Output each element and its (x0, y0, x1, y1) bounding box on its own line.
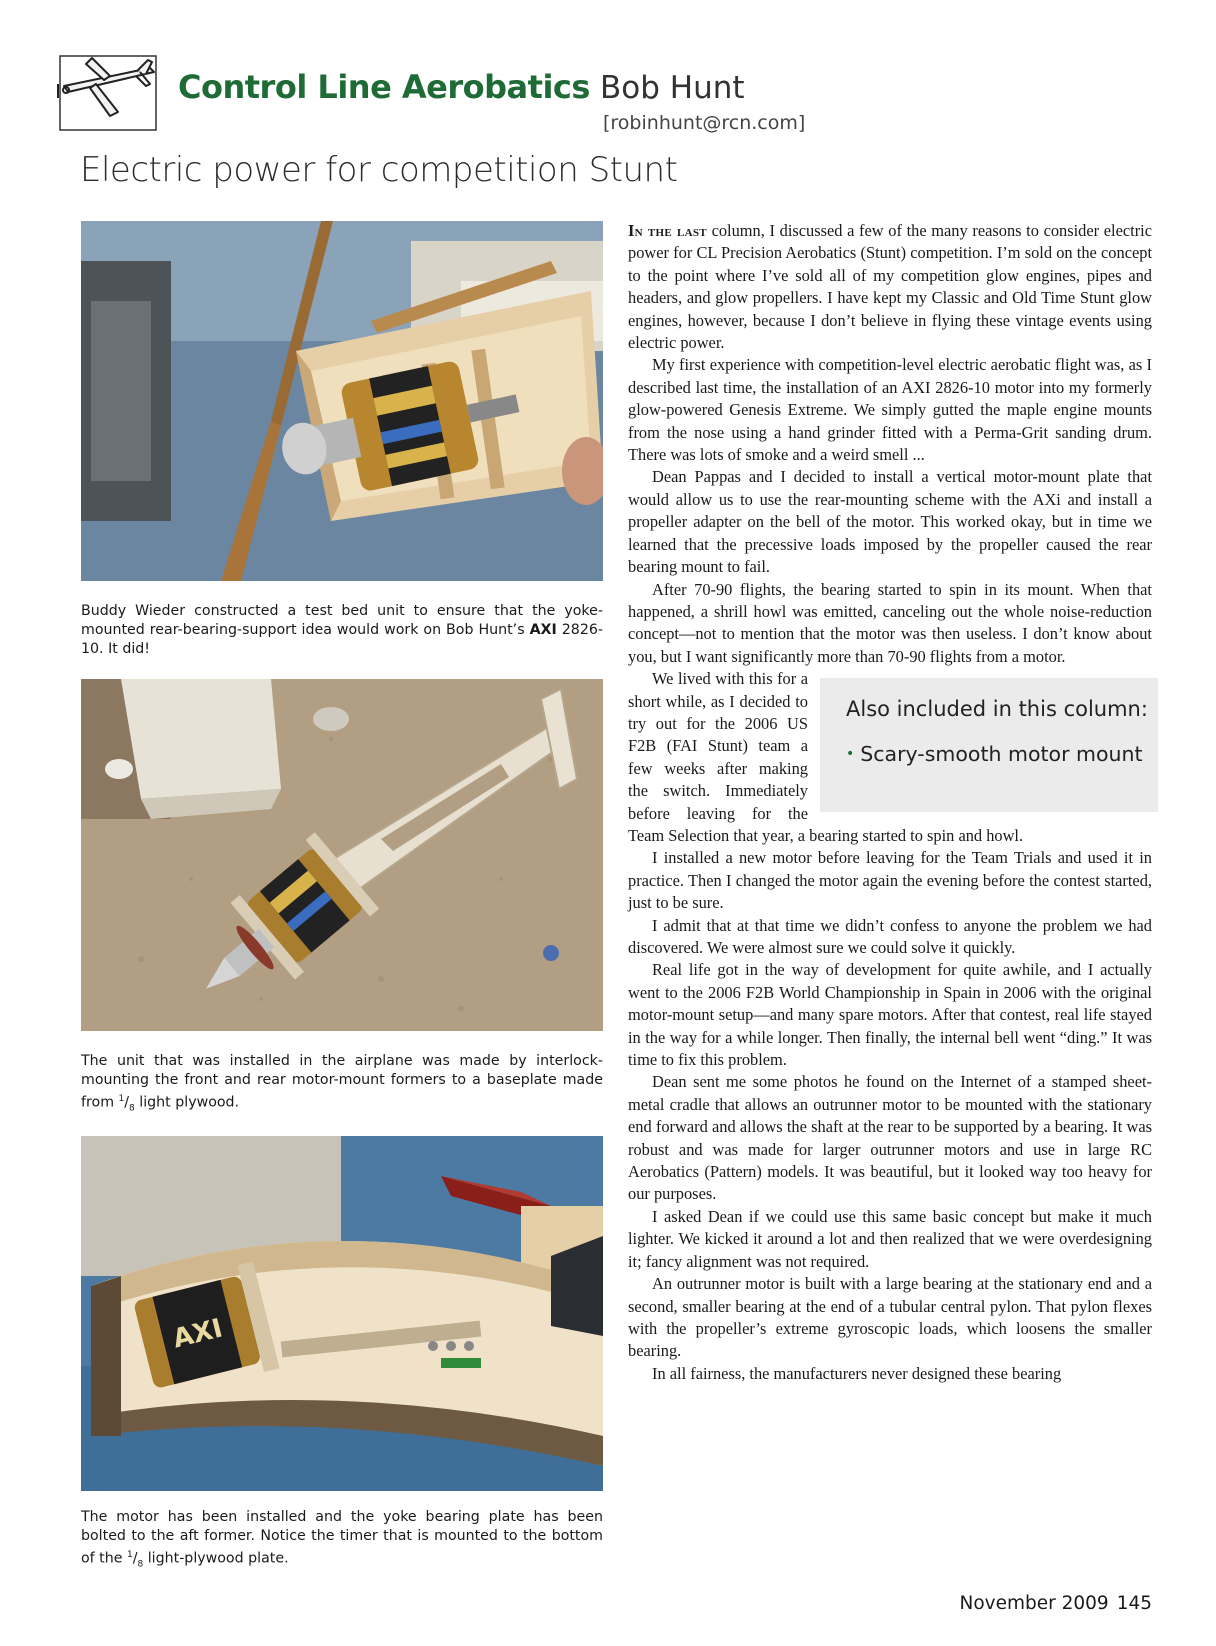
bullet-icon: • (846, 745, 855, 762)
sidebar-box (820, 678, 1158, 812)
issue-date: November 2009 (959, 1593, 1109, 1614)
paragraph (628, 220, 1152, 354)
caption-photo-3: The motor has been installed and the yoke bearing plate has been bolted to the aft former. Notice the timer that is mounted to the bottom of the $^1/_8$ light-plywood plate. (81, 1509, 603, 1570)
paragraph-text: We lived with this for a short while, as I decided to try out for the 2006 US F2B (FAI Stunt) team a few weeks after making the switch. Immediately before leaving for the Team Selection that year, a bearing started to spin and howl. (628, 669, 1024, 845)
caption-1-text: Buddy Wieder constructed a test bed unit to ensure that the yoke-mounted rear-bearing-support idea would work on Bob Hunt’s (81, 603, 603, 638)
caption-2-end: light plywood. (134, 1094, 240, 1111)
paragraph-text: column, I discussed a few of the many reasons to consider electric power for CL Precision Aerobatics (Stunt) competition. I’m sold on the concept to the point where I’ve sold all of my competition glow engines, pipes and headers, and glow propellers. I have kept my Classic and Old Time Stunt glow engines, however, because I don’t believe in flying these vintage events using electric power. (628, 221, 1152, 353)
lead-in: In the last (628, 221, 707, 240)
caption-3-text: The motor has been installed and the yoke bearing plate has been bolted to the aft former. Notice the timer that is mounted to the bottom of the (81, 1509, 603, 1567)
caption-2-text: The unit that was installed in the airplane was made by interlock-mounting the front and rear motor-mount formers to a baseplate made from (81, 1053, 603, 1111)
fraction-denominator: 8 (137, 1559, 144, 1570)
column-title: Control Line Aerobatics (178, 68, 590, 106)
fraction-numerator: 1 (118, 1094, 125, 1104)
paragraph: An outrunner motor is built with a large bearing at the stationary end and a second, smaller bearing at the end of a tubular central pylon. That pylon flexes with the propeller’s extreme gyroscopic loads, which loosens the smaller bearing. (628, 1274, 1152, 1361)
sidebar-item-label: Scary-smooth motor mount (860, 741, 1143, 766)
fraction-denominator: 8 (129, 1103, 135, 1114)
photo-plywood-mount (81, 679, 603, 1031)
author-email: [robinhunt@rcn.com] (603, 112, 806, 134)
caption-1-bold: AXI (529, 622, 557, 638)
page-number: 145 (1116, 1593, 1152, 1614)
photo-test-bed (81, 221, 603, 581)
caption-photo-1 (81, 602, 603, 659)
photo-motor-installed (81, 1136, 603, 1491)
paragraph: I installed a new motor before leaving for the Team Trials and used it in practice. Then I changed the motor again the evening before the contest started, just to be sure. (628, 848, 1152, 913)
paragraph: My first experience with competition-level electric aerobatic flight was, as I described last time, the installation of an AXI 2826-10 motor into my formerly glow-powered Genesis Extreme. We simply gutted the maple engine mounts from the nose using a hand grinder fitted with a Perma-Grit sanding drum. There was lots of smoke and a weird smell ... (628, 355, 1152, 465)
paragraph: Dean Pappas and I decided to install a vertical motor-mount plate that would allow us to use the rear-mounting scheme with the AXi and install a propeller adapter on the bell of the motor. This worked okay, but in time we learned that the precessive loads imposed by the propeller caused the rear bearing mount to fail. (628, 467, 1152, 577)
svg-text:AXI: AXI (169, 1313, 226, 1355)
paragraph: After 70-90 flights, the bearing started to spin in its mount. When that happened, a shrill howl was emitted, canceling out the whole noise-reduction concept—not to mention that the motor was then useless. I don’t know about you, but I want significantly more than 70-90 flights from a motor. (628, 579, 1152, 666)
author-name: Bob Hunt (600, 70, 745, 106)
paragraph: I admit that at that time we didn’t confess to anyone the problem we had discovered. We were almost sure we could solve it quickly. (628, 915, 1152, 957)
paragraph: I asked Dean if we could use this same basic concept but make it much lighter. We kicked it around a lot and then realized that we were overdesigning it; fancy alignment was not required. (628, 1206, 1152, 1271)
caption-1-end: 2826-10. It did! (81, 622, 603, 657)
page-footer (959, 1593, 1152, 1614)
article-body (628, 220, 1152, 1385)
sidebar-title: Also included in this column: (846, 697, 1148, 722)
sidebar-item (846, 743, 1158, 765)
caption-3-end: light-plywood plate. (143, 1550, 289, 1567)
paragraph: Dean sent me some photos he found on the Internet of a stamped sheet-metal cradle that allows an outrunner motor to be mounted with the stationary end forward and allows the shaft at the rear to be supported by a bearing. It was robust and was made for larger outrunner motors and use in large RC Aerobatics (Pattern) models. It was beautiful, but it looked way too heavy for our purposes. (628, 1072, 1152, 1204)
fraction-numerator: 1 (126, 1550, 133, 1560)
paragraph (628, 668, 1152, 847)
paragraph: In all fairness, the manufacturers never designed these bearing (652, 1363, 1062, 1383)
paragraph: Real life got in the way of development for quite awhile, and I actually went to the 2006 F2B World Championship in Spain in 2006 with the original motor-mount setup—and many spare motors. After that contest, real life stayed in the way for a while longer. Then finally, the internal bell went “ding.” It was time to fix this problem. (628, 960, 1152, 1070)
airplane-logo-icon (52, 50, 164, 134)
article-headline: Electric power for competition Stunt (80, 150, 678, 190)
caption-photo-2: The unit that was installed in the airplane was made by interlock-mounting the front and rear motor-mount formers to a baseplate made from $^1/_8$ light plywood. (81, 1053, 603, 1114)
